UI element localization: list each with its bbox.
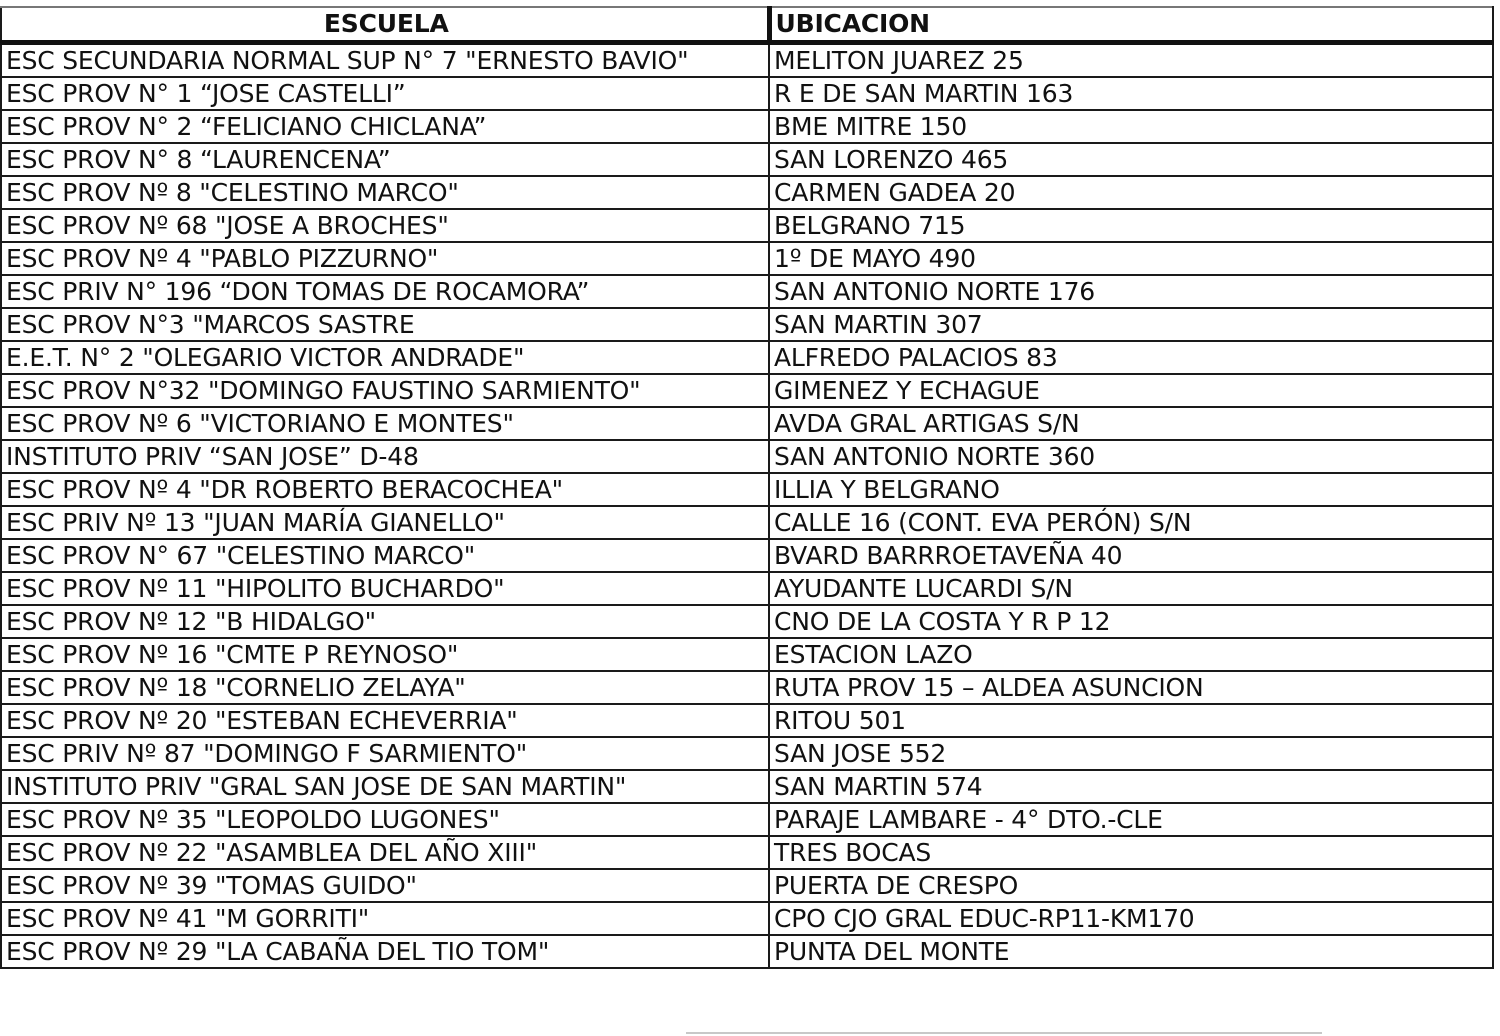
location-cell: ESTACION LAZO (769, 638, 1493, 671)
school-cell: ESC PROV Nº 12 "B HIDALGO" (1, 605, 769, 638)
location-cell: GIMENEZ Y ECHAGUE (769, 374, 1493, 407)
location-cell: SAN MARTIN 574 (769, 770, 1493, 803)
location-cell: SAN ANTONIO NORTE 360 (769, 440, 1493, 473)
location-cell: CALLE 16 (CONT. EVA PERÓN) S/N (769, 506, 1493, 539)
location-cell: SAN ANTONIO NORTE 176 (769, 275, 1493, 308)
table-row (1, 473, 1493, 506)
location-cell: BVARD BARRROETAVEÑA 40 (769, 539, 1493, 572)
school-cell: ESC PROV N°3 "MARCOS SASTRE (1, 308, 769, 341)
school-cell: ESC PROV Nº 39 "TOMAS GUIDO" (1, 869, 769, 902)
school-cell: ESC PROV Nº 18 "CORNELIO ZELAYA" (1, 671, 769, 704)
column-header-ubicacion: UBICACION (769, 7, 1493, 43)
table-row (1, 374, 1493, 407)
school-cell: INSTITUTO PRIV "GRAL SAN JOSE DE SAN MARTIN" (1, 770, 769, 803)
school-cell: ESC PROV Nº 22 "ASAMBLEA DEL AÑO XIII" (1, 836, 769, 869)
school-cell: ESC PROV N° 8 “LAURENCENA” (1, 143, 769, 176)
table-body (1, 43, 1493, 969)
table-row (1, 605, 1493, 638)
table-row (1, 737, 1493, 770)
table-row (1, 704, 1493, 737)
table-row (1, 539, 1493, 572)
table-row (1, 440, 1493, 473)
table-row (1, 209, 1493, 242)
location-cell: MELITON JUAREZ 25 (769, 43, 1493, 78)
table-row (1, 77, 1493, 110)
table-row (1, 935, 1493, 968)
school-cell: ESC PROV Nº 16 "CMTE P REYNOSO" (1, 638, 769, 671)
school-cell: ESC PROV N° 67 "CELESTINO MARCO" (1, 539, 769, 572)
school-cell: ESC PROV N° 2 “FELICIANO CHICLANA” (1, 110, 769, 143)
school-cell: ESC PROV Nº 4 "DR ROBERTO BERACOCHEA" (1, 473, 769, 506)
school-cell: ESC PROV Nº 6 "VICTORIANO E MONTES" (1, 407, 769, 440)
location-cell: CARMEN GADEA 20 (769, 176, 1493, 209)
table-row (1, 638, 1493, 671)
table-row (1, 176, 1493, 209)
school-cell: ESC PROV Nº 20 "ESTEBAN ECHEVERRIA" (1, 704, 769, 737)
table-row (1, 836, 1493, 869)
table-row (1, 869, 1493, 902)
school-cell: E.E.T. N° 2 "OLEGARIO VICTOR ANDRADE" (1, 341, 769, 374)
location-cell: PUNTA DEL MONTE (769, 935, 1493, 968)
school-cell: ESC PROV Nº 11 "HIPOLITO BUCHARDO" (1, 572, 769, 605)
location-cell: RITOU 501 (769, 704, 1493, 737)
school-cell: ESC PROV Nº 68 "JOSE A BROCHES" (1, 209, 769, 242)
school-cell: ESC SECUNDARIA NORMAL SUP N° 7 "ERNESTO BAVIO" (1, 43, 769, 78)
divider (686, 1032, 1322, 1034)
table-row (1, 43, 1493, 78)
table-row (1, 407, 1493, 440)
school-cell: ESC PROV N°32 "DOMINGO FAUSTINO SARMIENTO" (1, 374, 769, 407)
location-cell: SAN LORENZO 465 (769, 143, 1493, 176)
school-cell: ESC PROV Nº 35 "LEOPOLDO LUGONES" (1, 803, 769, 836)
header-row (1, 7, 1493, 43)
school-cell: ESC PROV N° 1 “JOSE CASTELLI” (1, 77, 769, 110)
table-row (1, 572, 1493, 605)
table-row (1, 110, 1493, 143)
location-cell: RUTA PROV 15 – ALDEA ASUNCION (769, 671, 1493, 704)
table-row (1, 671, 1493, 704)
location-cell: AYUDANTE LUCARDI S/N (769, 572, 1493, 605)
location-cell: BELGRANO 715 (769, 209, 1493, 242)
school-cell: ESC PROV Nº 29 "LA CABAÑA DEL TIO TOM" (1, 935, 769, 968)
table-row (1, 902, 1493, 935)
location-cell: TRES BOCAS (769, 836, 1493, 869)
location-cell: SAN MARTIN 307 (769, 308, 1493, 341)
table-row (1, 506, 1493, 539)
location-cell: R E DE SAN MARTIN 163 (769, 77, 1493, 110)
location-cell: ALFREDO PALACIOS 83 (769, 341, 1493, 374)
table-row (1, 275, 1493, 308)
column-header-escuela: ESCUELA (1, 7, 769, 43)
table-row (1, 242, 1493, 275)
location-cell: BME MITRE 150 (769, 110, 1493, 143)
spreadsheet (0, 6, 1492, 969)
school-cell: ESC PROV Nº 8 "CELESTINO MARCO" (1, 176, 769, 209)
school-cell: ESC PROV Nº 41 "M GORRITI" (1, 902, 769, 935)
location-cell: 1º DE MAYO 490 (769, 242, 1493, 275)
table-row (1, 803, 1493, 836)
table-row (1, 308, 1493, 341)
location-cell: PUERTA DE CRESPO (769, 869, 1493, 902)
location-cell: CPO CJO GRAL EDUC-RP11-KM170 (769, 902, 1493, 935)
location-cell: CNO DE LA COSTA Y R P 12 (769, 605, 1493, 638)
table-row (1, 143, 1493, 176)
school-cell: ESC PROV Nº 4 "PABLO PIZZURNO" (1, 242, 769, 275)
table-row (1, 770, 1493, 803)
school-cell: ESC PRIV Nº 13 "JUAN MARÍA GIANELLO" (1, 506, 769, 539)
location-cell: PARAJE LAMBARE - 4° DTO.-CLE (769, 803, 1493, 836)
location-cell: SAN JOSE 552 (769, 737, 1493, 770)
location-cell: AVDA GRAL ARTIGAS S/N (769, 407, 1493, 440)
school-cell: ESC PRIV N° 196 “DON TOMAS DE ROCAMORA” (1, 275, 769, 308)
table-row (1, 341, 1493, 374)
school-cell: INSTITUTO PRIV “SAN JOSE” D-48 (1, 440, 769, 473)
school-cell: ESC PRIV Nº 87 "DOMINGO F SARMIENTO" (1, 737, 769, 770)
location-cell: ILLIA Y BELGRANO (769, 473, 1493, 506)
schools-table (0, 6, 1494, 969)
